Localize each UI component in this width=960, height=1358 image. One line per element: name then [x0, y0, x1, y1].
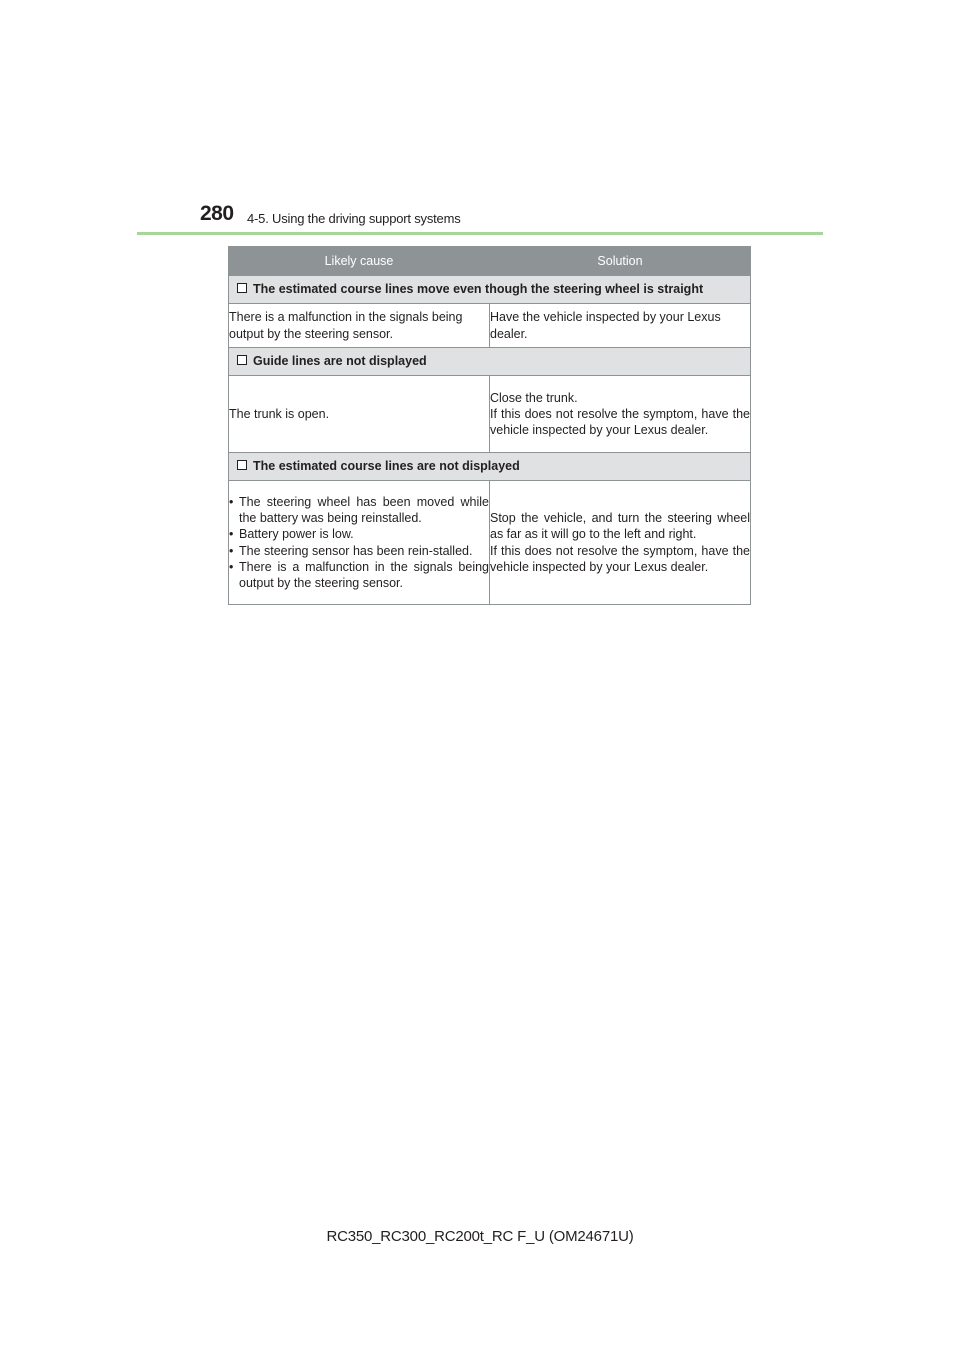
column-header-solution: Solution — [490, 247, 751, 276]
list-item: • Battery power is low. — [229, 526, 489, 542]
group-title-cell — [229, 453, 751, 481]
header-rule — [137, 232, 823, 235]
solution-line: Stop the vehicle, and turn the steering wheel as far as it will go to the left and right. — [490, 510, 750, 542]
list-item: • The steering sensor has been rein-stalled. — [229, 543, 489, 559]
troubleshooting-table — [228, 246, 751, 605]
column-header-likely-cause: Likely cause — [229, 247, 490, 276]
group-title-cell — [229, 276, 751, 304]
group-header-row — [229, 348, 751, 376]
cause-cell — [229, 481, 490, 605]
solution-cell: Have the vehicle inspected by your Lexus dealer. — [490, 304, 751, 348]
table-row — [229, 481, 751, 605]
cause-cell: The trunk is open. — [229, 376, 490, 453]
list-item: • There is a malfunction in the signals being output by the steering sensor. — [229, 559, 489, 592]
group-title: The estimated course lines are not displayed — [253, 459, 520, 474]
group-header-row — [229, 276, 751, 304]
list-item: • The steering wheel has been moved while the battery was being reinstalled. — [229, 494, 489, 527]
checkbox-square-icon — [237, 355, 247, 365]
table-header-row — [229, 247, 751, 276]
checkbox-square-icon — [237, 283, 247, 293]
group-title: The estimated course lines move even though the steering wheel is straight — [253, 282, 704, 297]
footer-model-code: RC350_RC300_RC200t_RC F_U (OM24671U) — [326, 1228, 634, 1245]
solution-cell — [490, 376, 751, 453]
section-title: 4-5. Using the driving support systems — [247, 211, 461, 226]
solution-cell — [490, 481, 751, 605]
page-number: 280 — [200, 202, 234, 225]
cause-list — [229, 494, 489, 592]
solution-line: Close the trunk. — [490, 390, 578, 405]
solution-line: If this does not resolve the symptom, have the vehicle inspected by your Lexus dealer. — [490, 406, 750, 438]
checkbox-square-icon — [237, 460, 247, 470]
cause-cell: There is a malfunction in the signals being output by the steering sensor. — [229, 304, 490, 348]
group-title-cell — [229, 348, 751, 376]
solution-line: If this does not resolve the symptom, have the vehicle inspected by your Lexus dealer. — [490, 543, 750, 574]
table-row — [229, 376, 751, 453]
group-title: Guide lines are not displayed — [253, 354, 427, 369]
group-header-row — [229, 453, 751, 481]
table-row — [229, 304, 751, 348]
